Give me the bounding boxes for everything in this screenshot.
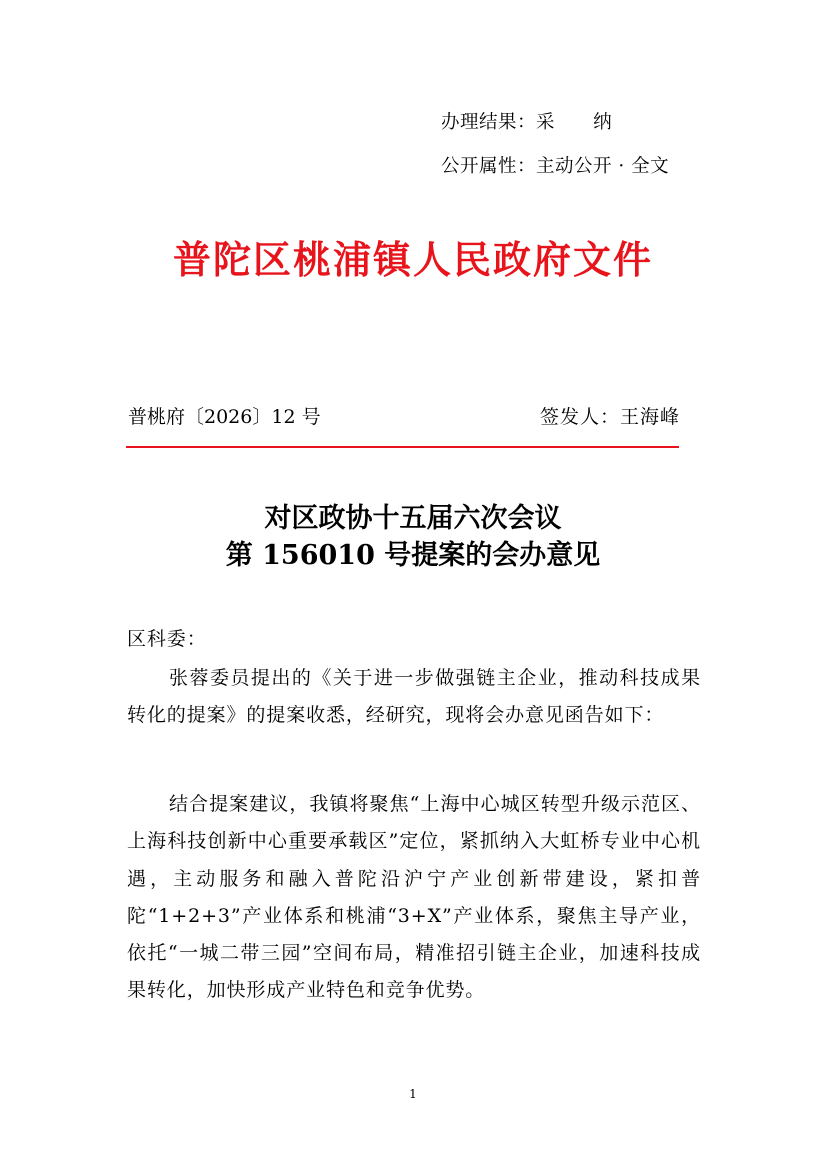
handling-result: 办理结果：采 纳 xyxy=(441,112,613,133)
addressee: 区科委： xyxy=(127,628,207,650)
body-paragraph: 结合提案建议，我镇将聚焦“上海中心城区转型升级示范区、上海科技创新中心重要承载区”定位，紧抓纳入大虹桥专业中心机遇，主动服务和融入普陀沿沪宁产业创新带建设，紧扣普陀“1+2+3”产业体系和桃浦“3+X”产业体系，聚焦主导产业，依托“一城二带三园”空间布局，精准招引链主企业，加速科技成果转化，加快形成产业特色和竞争优势。 xyxy=(127,793,701,1002)
signer: 签发人：王海峰 xyxy=(540,406,681,428)
page-number: 1 xyxy=(409,1087,417,1101)
body-paragraph: 张蓉委员提出的《关于进一步做强链主企业，推动科技成果转化的提案》的提案收悉，经研究，现将会办意见函告如下： xyxy=(127,667,701,727)
document-title-line-1: 对区政协十五届六次会议 xyxy=(264,503,562,534)
document-title-line-2: 第 156010 号提案的会办意见 xyxy=(225,540,601,571)
document-title xyxy=(0,500,826,574)
disclosure-attribute: 公开属性：主动公开 · 全文 xyxy=(441,156,670,177)
red-divider-line xyxy=(126,446,679,448)
document-number: 普桃府〔2026〕12 号 xyxy=(128,406,321,428)
document-header-title: 普陀区桃浦镇人民政府文件 xyxy=(172,237,653,282)
